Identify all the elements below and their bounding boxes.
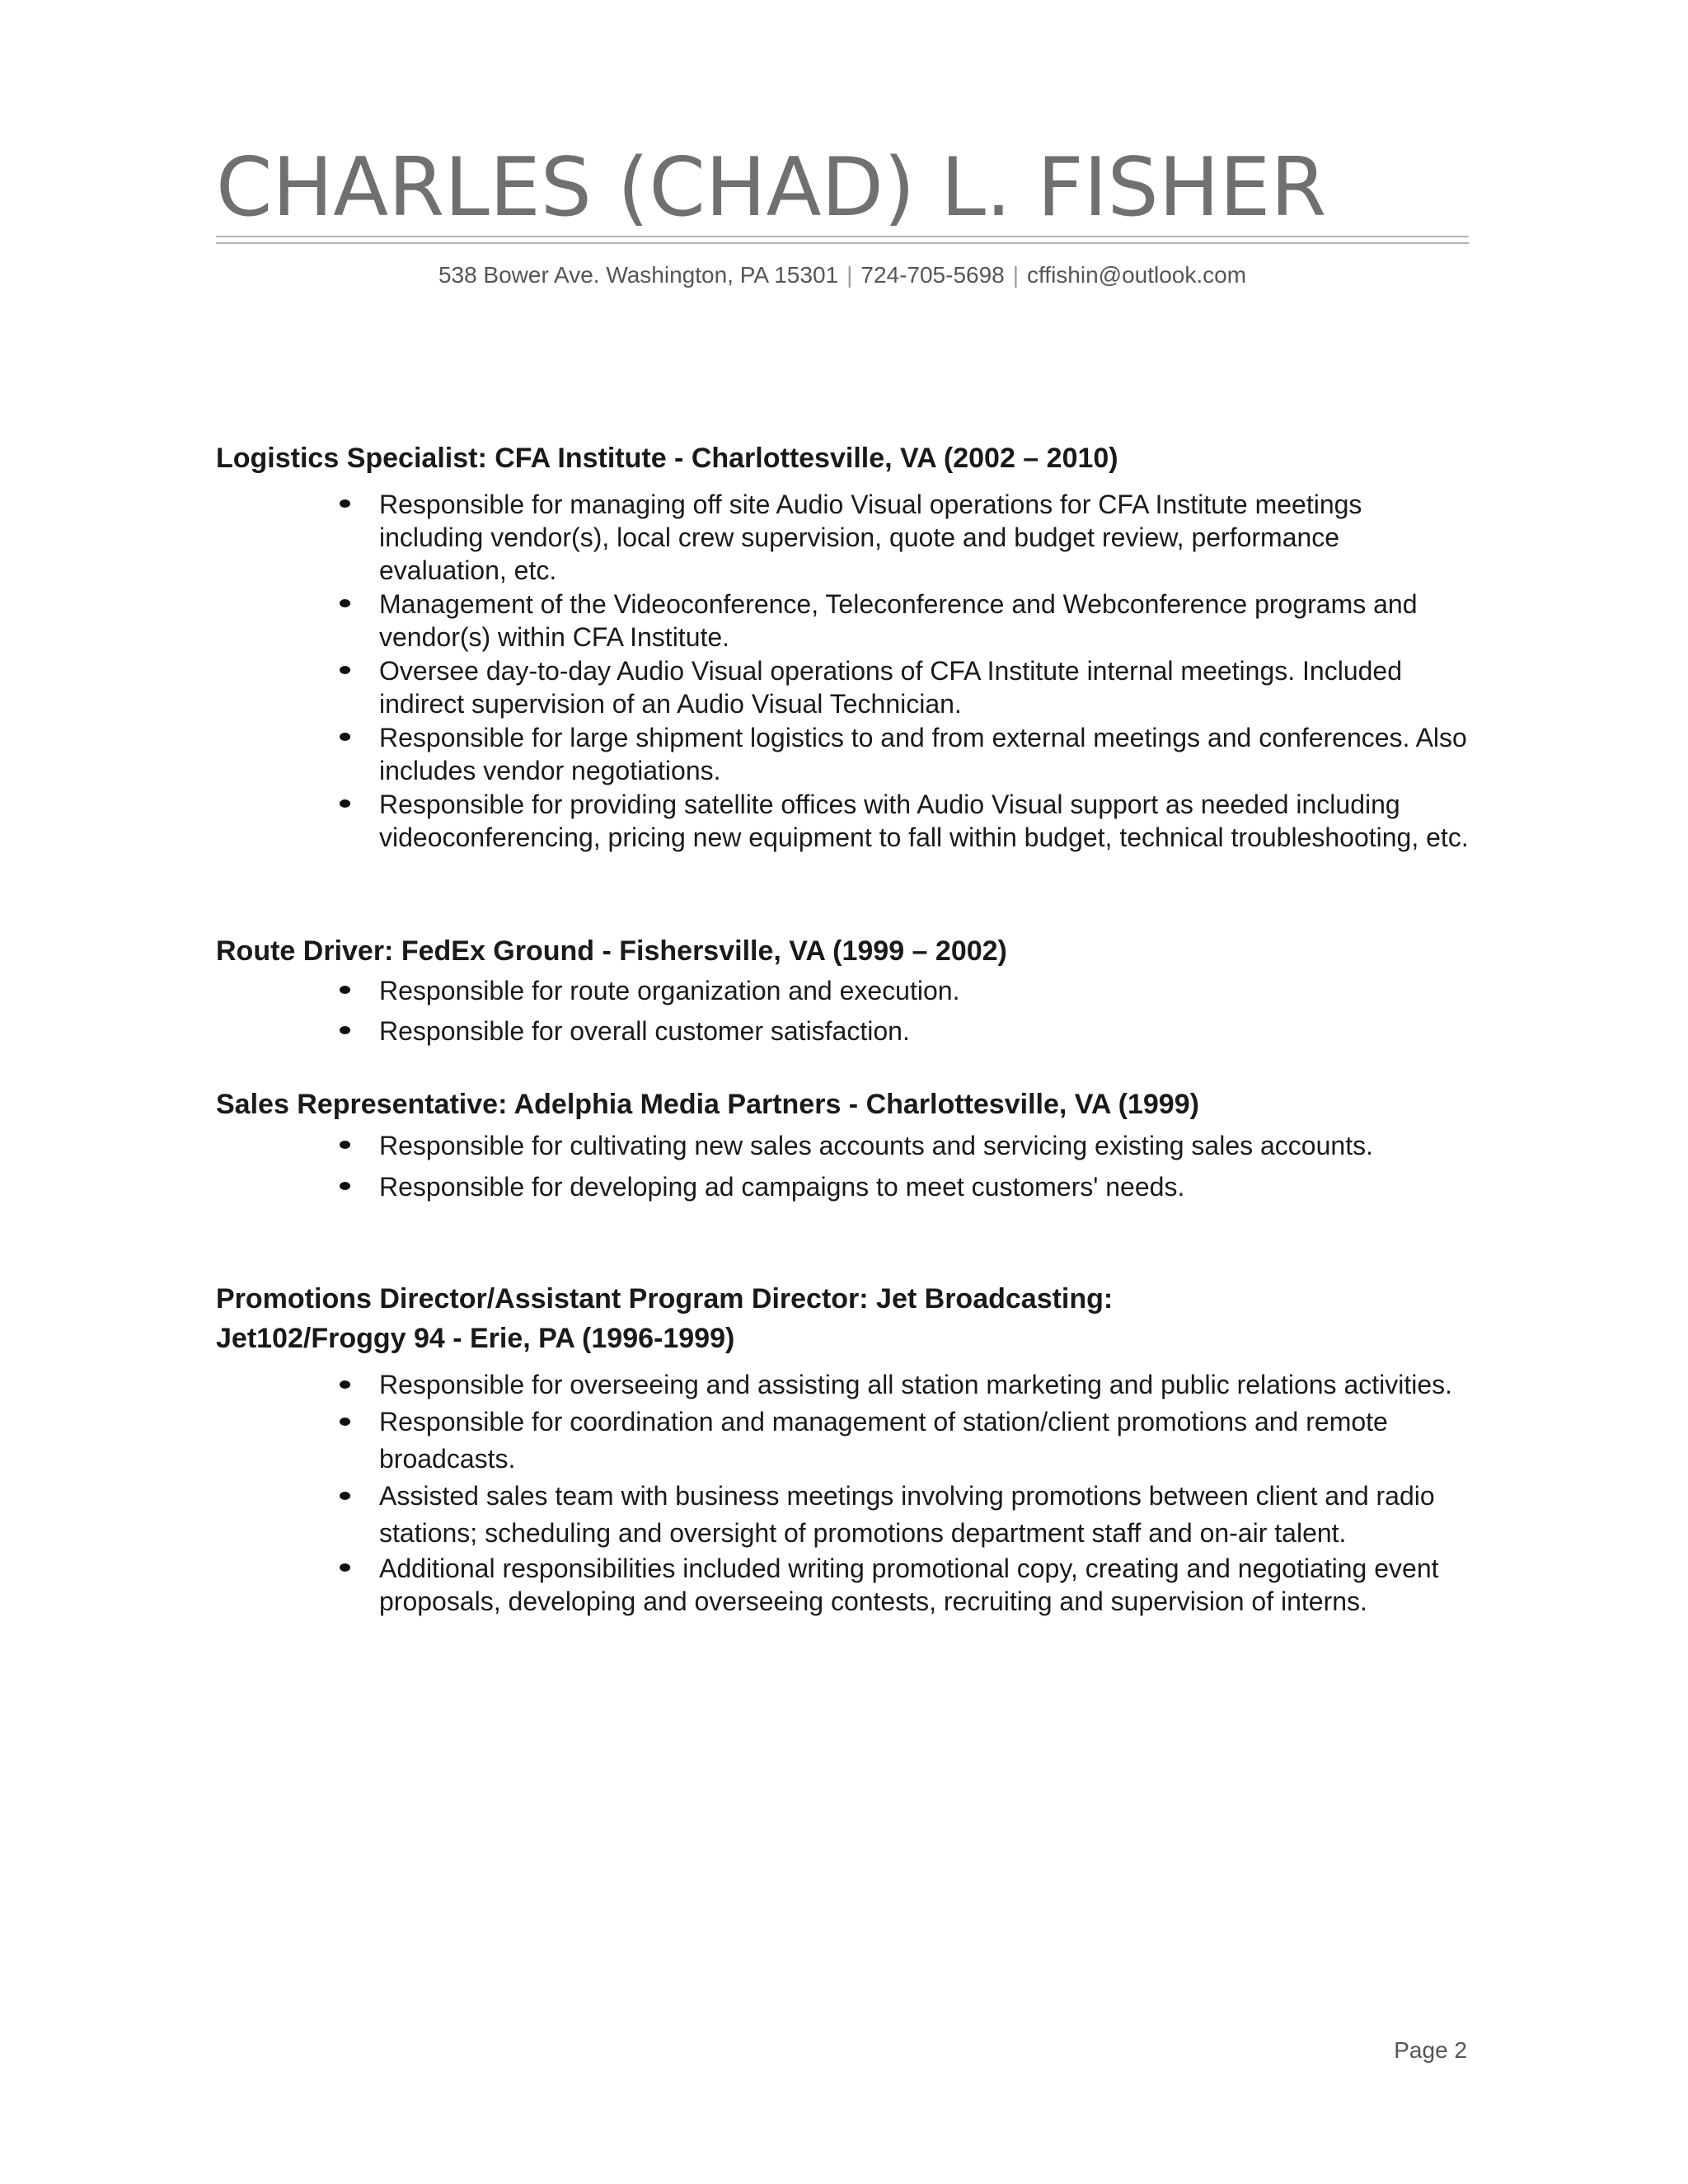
job-title: Route Driver: FedEx Ground - Fishersville, VA (1999 – 2002) <box>216 935 1007 967</box>
bullet-icon <box>340 799 350 808</box>
duty-text: Responsible for overseeing and assisting all station marketing and public relations activities. <box>379 1370 1453 1399</box>
bullet-icon <box>340 666 350 674</box>
contact-address: 538 Bower Ave. Washington, PA 15301 <box>438 262 839 288</box>
duty-item <box>216 788 1469 854</box>
job-entry-promotions-director <box>216 1279 1502 1618</box>
job-title-line-1: Promotions Director/Assistant Program Director: Jet Broadcasting: <box>216 1283 1114 1315</box>
bullet-icon <box>340 1141 350 1149</box>
bullet-icon <box>340 986 350 994</box>
bullet-icon <box>340 1492 350 1500</box>
duty-text: Responsible for providing satellite offices with Audio Visual support as needed including videoconferencing, pricing new equipment to fall within budget, technical troubleshooting, etc. <box>379 790 1469 852</box>
contact-email[interactable]: cffishin@outlook.com <box>1027 262 1247 288</box>
duty-text: Assisted sales team with business meetings involving promotions between client and radio stations; scheduling and oversight of promotions department staff and on-air talent. <box>379 1481 1435 1548</box>
duty-item <box>216 721 1469 787</box>
header-divider-top <box>216 236 1469 237</box>
duty-text: Responsible for coordination and management of station/client promotions and remote broadcasts. <box>379 1407 1388 1474</box>
duty-item <box>216 1404 1469 1478</box>
duty-item <box>216 1366 1469 1404</box>
job-title: Logistics Specialist: CFA Institute - Charlottesville, VA (2002 – 2010) <box>216 443 1118 474</box>
duty-item <box>216 588 1469 654</box>
bullet-icon <box>340 1182 350 1190</box>
duty-list <box>216 1366 1502 1618</box>
duty-item <box>216 1011 1469 1051</box>
duty-list <box>216 971 1502 1051</box>
candidate-name: CHARLES (CHAD) L. FISHER <box>216 141 1327 235</box>
bullet-icon <box>340 1380 350 1389</box>
page-number: Page 2 <box>1394 2037 1467 2063</box>
duty-text: Responsible for cultivating new sales accounts and servicing existing sales accounts. <box>379 1131 1373 1160</box>
job-title-line-2: Jet102/Froggy 94 - Erie, PA (1996-1999) <box>216 1323 735 1354</box>
job-entry-logistics-specialist <box>216 438 1502 855</box>
bullet-icon <box>340 499 350 508</box>
duty-text: Oversee day-to-day Audio Visual operations of CFA Institute internal meetings. Included indirect supervision of an Audio Visual Technician. <box>379 656 1403 719</box>
duty-item <box>216 1170 1469 1203</box>
duty-list <box>216 488 1502 854</box>
duty-text: Responsible for overall customer satisfaction. <box>379 1016 910 1046</box>
job-title: Sales Representative: Adelphia Media Partners - Charlottesville, VA (1999) <box>216 1089 1199 1120</box>
duty-item <box>216 1552 1469 1618</box>
contact-separator: | <box>1012 262 1020 288</box>
duty-item <box>216 1129 1469 1162</box>
contact-phone: 724-705-5698 <box>860 262 1005 288</box>
header-divider-bottom <box>216 242 1469 244</box>
bullet-icon <box>340 1563 350 1572</box>
job-entry-route-driver <box>216 931 1502 1052</box>
duty-text: Responsible for large shipment logistics to and from external meetings and conferences. Also includes vendor negotiations. <box>379 723 1467 785</box>
duty-item <box>216 1478 1469 1552</box>
bullet-icon <box>340 1418 350 1426</box>
duty-item <box>216 488 1469 587</box>
bullet-icon <box>340 1026 350 1034</box>
duty-text: Additional responsibilities included writing promotional copy, creating and negotiating event proposals, developing and overseeing contests, recruiting and supervision of interns. <box>379 1554 1439 1616</box>
contact-line <box>216 260 1469 290</box>
duty-text: Responsible for developing ad campaigns to meet customers' needs. <box>379 1172 1185 1202</box>
bullet-icon <box>340 599 350 607</box>
bullet-icon <box>340 733 350 741</box>
duty-text: Responsible for route organization and execution. <box>379 976 960 1005</box>
duty-list <box>216 1129 1502 1203</box>
contact-separator: | <box>846 262 853 288</box>
duty-text: Responsible for managing off site Audio Visual operations for CFA Institute meetings including vendor(s), local crew supervision, quote and budget review, performance evaluation, etc. <box>379 490 1362 585</box>
job-entry-sales-representative <box>216 1085 1502 1204</box>
duty-item <box>216 971 1469 1010</box>
duty-item <box>216 654 1469 720</box>
duty-text: Management of the Videoconference, Teleconference and Webconference programs and vendor(s) within CFA Institute. <box>379 589 1418 652</box>
